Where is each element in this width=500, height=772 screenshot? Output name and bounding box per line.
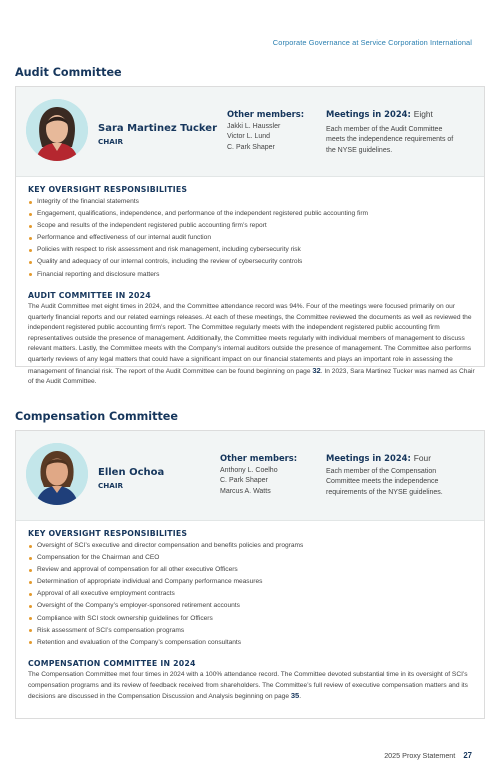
list-item: Performance and effectiveness of our internal audit function: [28, 232, 368, 244]
audit-committee-title: Audit Committee: [15, 66, 122, 79]
footer-doc-title: 2025 Proxy Statement: [384, 751, 456, 760]
audit-chair-role: CHAIR: [98, 137, 124, 146]
compensation-committee-title: Compensation Committee: [15, 410, 178, 423]
page-reference: 35: [290, 691, 300, 701]
member-name: C. Park Shaper: [220, 477, 268, 485]
page-number: 27: [463, 751, 472, 760]
list-item: Compensation for the Chairman and CEO: [28, 552, 303, 564]
audit-responsibilities-list: [28, 196, 368, 281]
audit-chair-photo: [26, 99, 88, 161]
meetings-label: Meetings in 2024:: [326, 453, 411, 463]
list-item: Engagement, qualifications, independence, and performance of the independent registered public accounting firm: [28, 208, 368, 220]
member-name: Victor L. Lund: [227, 133, 271, 141]
paragraph-text: .: [299, 693, 302, 701]
compensation-chair-panel: [16, 431, 484, 521]
audit-independence-text: Each member of the Audit Committee meets the independence requirements of the NYSE guidelines.: [326, 126, 454, 154]
audit-committee-box: [15, 86, 485, 386]
list-item: Risk assessment of SCI’s compensation programs: [28, 625, 303, 637]
compensation-year-heading: COMPENSATION COMMITTEE IN 2024: [28, 659, 196, 668]
member-name: Anthony L. Coelho: [220, 467, 278, 474]
audit-responsibilities-heading: KEY OVERSIGHT RESPONSIBILITIES: [28, 185, 188, 194]
list-item: Quality and adequacy of our internal controls, including the review of cybersecurity controls: [28, 256, 368, 268]
audit-meetings-heading: [326, 109, 433, 119]
paragraph-text: The Audit Committee met eight times in 2024, and the Committee attendance record was 94%. Four of the meetings were focused primarily on our quarterly financial reports and our related earnings releases. At each of these meetings, the Committee reviewed the documents as well as reviewed the independent registered public accounting firm’s report. The Committee regularly meets with the independent registered public accounting firm representatives outside the presence of management. Additionally, the Committee meets regularly with individual members of management to discuss relevant matters. Lastly, the Committee meets with the Company’s internal auditors outside the presence of management. The Committee also performs quarterly reviews of any legal matters that could have a significant impact on our financial statements and plays an important role in assessing the management of financial risk. The report of the Audit Committee can be found beginning on page: [28, 303, 472, 375]
list-item: Compliance with SCI stock ownership guidelines for Officers: [28, 613, 303, 625]
audit-members-list: [227, 122, 280, 153]
running-header: Corporate Governance at Service Corporation International: [272, 38, 472, 47]
compensation-responsibilities-list: [28, 540, 303, 649]
list-item: Scope and results of the independent registered public accounting firm’s report: [28, 220, 368, 232]
list-item: Determination of appropriate individual and Company performance measures: [28, 576, 303, 588]
audit-year-heading: AUDIT COMMITTEE IN 2024: [28, 291, 151, 300]
compensation-independence-text: Each member of the Compensation Committee meets the independence requirements of the NYSE guidelines.: [326, 468, 443, 496]
compensation-members-list: [220, 466, 278, 497]
compensation-chair-name: Ellen Ochoa: [98, 467, 165, 478]
audit-year-paragraph: [28, 302, 476, 388]
audit-chair-panel: [16, 87, 484, 177]
paragraph-text: . In 2023, Sara Martinez Tucker was named as Chair of the Audit Committee.: [28, 367, 475, 386]
list-item: Approval of all executive employment contracts: [28, 588, 303, 600]
compensation-meetings-heading: [326, 453, 431, 463]
list-item: Oversight of SCI’s executive and director compensation and benefits policies and programs: [28, 540, 303, 552]
compensation-year-paragraph: [28, 670, 476, 703]
audit-chair-name: Sara Martinez Tucker: [98, 123, 218, 134]
compensation-committee-box: [15, 430, 485, 719]
compensation-chair-role: CHAIR: [98, 481, 124, 490]
audit-body: [16, 177, 484, 386]
list-item: Policies with respect to risk assessment and risk management, including cybersecurity risk: [28, 244, 368, 256]
meetings-label: Meetings in 2024:: [326, 109, 411, 119]
compensation-members-heading: Other members:: [220, 453, 298, 463]
paragraph-text: The Compensation Committee met four times in 2024 with a 100% attendance record. The Committee devoted substantial time in its oversight of SCI’s compensation programs and its review of feedback received from shareholders. The Committee’s full review of executive compensation matters and its decisions are discussed in the Compensation Discussion and Analysis beginning on page: [28, 671, 468, 701]
list-item: Financial reporting and disclosure matters: [28, 269, 368, 281]
meetings-value: Eight: [413, 109, 433, 119]
page-footer: [384, 751, 472, 760]
compensation-chair-photo: [26, 443, 88, 505]
meetings-value: Four: [413, 453, 431, 463]
compensation-body: [16, 521, 484, 719]
list-item: Oversight of the Company’s employer-sponsored retirement accounts: [28, 600, 303, 612]
list-item: Retention and evaluation of the Company’s compensation consultants: [28, 637, 303, 649]
list-item: Integrity of the financial statements: [28, 196, 368, 208]
list-item: Review and approval of compensation for all other executive Officers: [28, 564, 303, 576]
member-name: Jakki L. Haussler: [227, 123, 281, 130]
member-name: C. Park Shaper: [227, 143, 275, 151]
member-name: Marcus A. Watts: [220, 487, 271, 495]
audit-members-heading: Other members:: [227, 109, 305, 119]
compensation-responsibilities-heading: KEY OVERSIGHT RESPONSIBILITIES: [28, 529, 188, 538]
page-reference: 32: [312, 365, 321, 375]
